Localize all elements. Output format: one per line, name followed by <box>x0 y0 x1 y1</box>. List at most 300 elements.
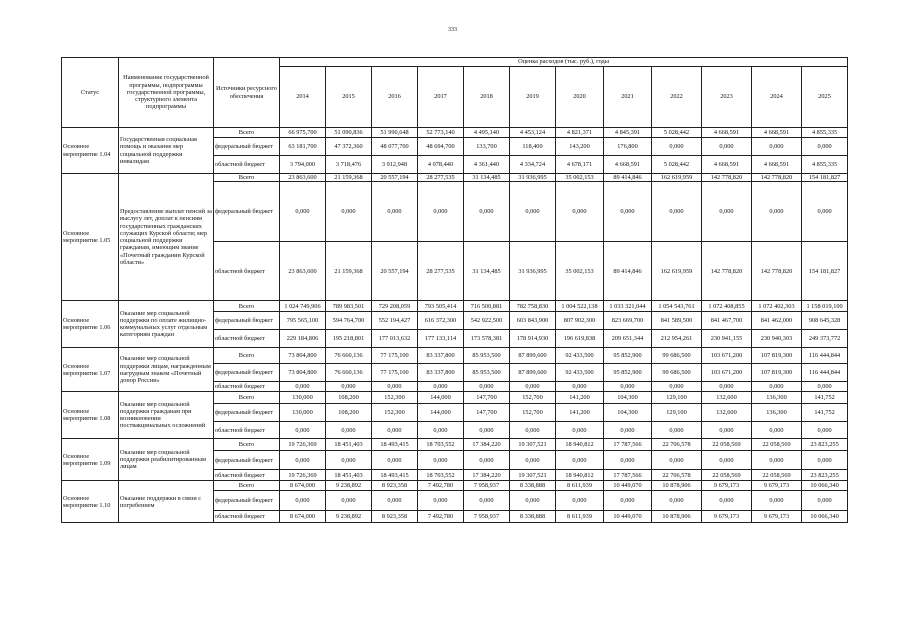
value-cell: 3 912,948 <box>372 156 418 174</box>
value-cell: 28 277,535 <box>418 242 464 301</box>
value-cell: 7 958,937 <box>464 511 510 523</box>
value-cell: 841 467,700 <box>702 312 752 330</box>
value-cell: 177 013,632 <box>372 330 418 348</box>
value-cell: 9 679,173 <box>702 511 752 523</box>
value-cell: 8 923,358 <box>372 481 418 491</box>
header-year: 2020 <box>556 67 604 128</box>
value-cell: 92 433,500 <box>556 348 604 364</box>
value-cell: 0,000 <box>702 382 752 392</box>
value-cell: 92 433,500 <box>556 364 604 382</box>
value-cell: 0,000 <box>372 451 418 470</box>
row-name: Оказание мер социальной поддержки реабилитированным лицам <box>119 439 214 481</box>
value-cell: 142 778,820 <box>752 242 802 301</box>
value-cell: 789 983,501 <box>326 301 372 312</box>
value-cell: 0,000 <box>604 451 652 470</box>
value-cell: 0,000 <box>556 451 604 470</box>
value-cell: 87 899,600 <box>510 348 556 364</box>
value-cell: 31 936,995 <box>510 242 556 301</box>
value-cell: 103 671,200 <box>702 348 752 364</box>
value-cell: 4 495,140 <box>464 128 510 138</box>
header-year: 2017 <box>418 67 464 128</box>
row-source: областной бюджет <box>214 242 280 301</box>
row-status: Основное мероприятие 1.05 <box>62 174 119 301</box>
value-cell: 48 077,700 <box>372 138 418 156</box>
value-cell: 0,000 <box>702 451 752 470</box>
value-cell: 729 208,059 <box>372 301 418 312</box>
value-cell: 152,300 <box>372 392 418 404</box>
value-cell: 47 372,360 <box>326 138 372 156</box>
value-cell: 136,300 <box>752 392 802 404</box>
value-cell: 20 557,194 <box>372 174 418 182</box>
header-status: Статус <box>62 58 119 128</box>
value-cell: 18 451,403 <box>326 470 372 481</box>
value-cell: 0,000 <box>802 182 848 242</box>
value-cell: 0,000 <box>464 382 510 392</box>
value-cell: 10 878,906 <box>652 481 702 491</box>
value-cell: 0,000 <box>702 422 752 439</box>
value-cell: 10 449,070 <box>604 511 652 523</box>
row-name: Предоставление выплат пенсий за выслугу лет, доплат к пенсиям государственных гражданских служащих Курской области; мер социальной поддержки гражданам, имеющим звание «Почетный гражданин Курской области» <box>119 174 214 301</box>
value-cell: 0,000 <box>280 451 326 470</box>
row-source: Всего <box>214 439 280 451</box>
value-cell: 4 855,335 <box>802 128 848 138</box>
value-cell: 4 668,591 <box>702 128 752 138</box>
value-cell: 3 794,000 <box>280 156 326 174</box>
value-cell: 19 726,369 <box>280 470 326 481</box>
value-cell: 0,000 <box>372 422 418 439</box>
row-status: Основное мероприятие 1.08 <box>62 392 119 439</box>
value-cell: 4 845,391 <box>604 128 652 138</box>
value-cell: 795 565,100 <box>280 312 326 330</box>
value-cell: 7 492,780 <box>418 481 464 491</box>
value-cell: 9 679,173 <box>702 481 752 491</box>
value-cell: 0,000 <box>418 491 464 511</box>
table-row <box>62 128 848 138</box>
value-cell: 116 444,844 <box>802 364 848 382</box>
row-source: Всего <box>214 481 280 491</box>
value-cell: 9 679,173 <box>752 511 802 523</box>
value-cell: 552 194,427 <box>372 312 418 330</box>
value-cell: 0,000 <box>652 138 702 156</box>
header-year: 2022 <box>652 67 702 128</box>
value-cell: 0,000 <box>556 491 604 511</box>
value-cell: 195 218,801 <box>326 330 372 348</box>
row-name: Оказание мер социальной поддержки гражданам при возникновении поствакцинальных осложнений <box>119 392 214 439</box>
value-cell: 0,000 <box>556 422 604 439</box>
value-cell: 9 238,892 <box>326 481 372 491</box>
value-cell: 1 054 543,761 <box>652 301 702 312</box>
row-source: областной бюджет <box>214 470 280 481</box>
value-cell: 1 004 522,138 <box>556 301 604 312</box>
value-cell: 108,200 <box>326 404 372 422</box>
value-cell: 173 578,381 <box>464 330 510 348</box>
value-cell: 9 238,892 <box>326 511 372 523</box>
row-source: Всего <box>214 174 280 182</box>
value-cell: 23 863,600 <box>280 242 326 301</box>
value-cell: 8 674,000 <box>280 481 326 491</box>
value-cell: 18 940,812 <box>556 439 604 451</box>
value-cell: 196 619,838 <box>556 330 604 348</box>
value-cell: 18 451,403 <box>326 439 372 451</box>
value-cell: 0,000 <box>280 382 326 392</box>
value-cell: 4 361,440 <box>464 156 510 174</box>
value-cell: 142 778,820 <box>702 242 752 301</box>
value-cell: 0,000 <box>702 182 752 242</box>
value-cell: 48 694,700 <box>418 138 464 156</box>
value-cell: 31 134,485 <box>464 174 510 182</box>
value-cell: 89 414,846 <box>604 242 652 301</box>
value-cell: 0,000 <box>464 422 510 439</box>
header-year: 2019 <box>510 67 556 128</box>
value-cell: 22 058,569 <box>752 470 802 481</box>
value-cell: 132,600 <box>702 392 752 404</box>
value-cell: 0,000 <box>326 451 372 470</box>
value-cell: 141,752 <box>802 404 848 422</box>
value-cell: 249 373,772 <box>802 330 848 348</box>
value-cell: 0,000 <box>752 382 802 392</box>
value-cell: 4 334,724 <box>510 156 556 174</box>
table-row <box>62 481 848 491</box>
value-cell: 1 024 749,906 <box>280 301 326 312</box>
value-cell: 4 668,591 <box>702 156 752 174</box>
row-name: Оказание поддержки в связи с погребением <box>119 481 214 523</box>
value-cell: 141,200 <box>556 404 604 422</box>
row-source: областной бюджет <box>214 382 280 392</box>
value-cell: 19 726,369 <box>280 439 326 451</box>
value-cell: 18 493,415 <box>372 470 418 481</box>
row-source: федеральный бюджет <box>214 451 280 470</box>
value-cell: 108,200 <box>326 392 372 404</box>
value-cell: 178 914,930 <box>510 330 556 348</box>
value-cell: 4 821,371 <box>556 128 604 138</box>
value-cell: 0,000 <box>604 491 652 511</box>
value-cell: 0,000 <box>510 422 556 439</box>
value-cell: 594 764,700 <box>326 312 372 330</box>
header-year: 2025 <box>802 67 848 128</box>
value-cell: 147,700 <box>464 392 510 404</box>
header-year: 2015 <box>326 67 372 128</box>
value-cell: 8 338,888 <box>510 481 556 491</box>
value-cell: 10 066,340 <box>802 511 848 523</box>
row-status: Основное мероприятие 1.09 <box>62 439 119 481</box>
value-cell: 8 611,939 <box>556 481 604 491</box>
value-cell: 22 058,569 <box>702 470 752 481</box>
value-cell: 807 902,300 <box>556 312 604 330</box>
row-status: Основное мероприятие 1.10 <box>62 481 119 523</box>
value-cell: 4 078,440 <box>418 156 464 174</box>
value-cell: 4 668,591 <box>604 156 652 174</box>
value-cell: 0,000 <box>802 491 848 511</box>
row-source: Всего <box>214 348 280 364</box>
value-cell: 0,000 <box>326 382 372 392</box>
value-cell: 63 181,700 <box>280 138 326 156</box>
value-cell: 0,000 <box>510 182 556 242</box>
row-source: Всего <box>214 392 280 404</box>
value-cell: 0,000 <box>752 491 802 511</box>
value-cell: 0,000 <box>418 182 464 242</box>
header-year: 2018 <box>464 67 510 128</box>
value-cell: 130,000 <box>280 392 326 404</box>
row-status: Основное мероприятие 1.04 <box>62 128 119 174</box>
value-cell: 87 899,600 <box>510 364 556 382</box>
value-cell: 31 936,995 <box>510 174 556 182</box>
value-cell: 1 072 402,303 <box>752 301 802 312</box>
header-year: 2021 <box>604 67 652 128</box>
header-year: 2014 <box>280 67 326 128</box>
value-cell: 31 134,485 <box>464 242 510 301</box>
table-row <box>62 439 848 451</box>
expenditure-table <box>61 57 848 523</box>
value-cell: 616 372,300 <box>418 312 464 330</box>
value-cell: 17 384,220 <box>464 439 510 451</box>
header-year: 2016 <box>372 67 418 128</box>
value-cell: 144,000 <box>418 392 464 404</box>
value-cell: 77 175,100 <box>372 348 418 364</box>
value-cell: 22 706,578 <box>652 439 702 451</box>
value-cell: 10 878,906 <box>652 511 702 523</box>
value-cell: 782 758,830 <box>510 301 556 312</box>
value-cell: 83 337,800 <box>418 364 464 382</box>
value-cell: 0,000 <box>326 422 372 439</box>
value-cell: 23 863,600 <box>280 174 326 182</box>
row-name: Оказание мер социальной поддержки по оплате жилищно-коммунальных услуг отдельным категориям граждан <box>119 301 214 348</box>
value-cell: 133,700 <box>464 138 510 156</box>
table-row <box>62 392 848 404</box>
value-cell: 5 028,442 <box>652 128 702 138</box>
value-cell: 0,000 <box>464 451 510 470</box>
row-status: Основное мероприятие 1.06 <box>62 301 119 348</box>
value-cell: 229 184,806 <box>280 330 326 348</box>
row-source: федеральный бюджет <box>214 312 280 330</box>
value-cell: 104,300 <box>604 392 652 404</box>
value-cell: 0,000 <box>752 182 802 242</box>
value-cell: 4 678,171 <box>556 156 604 174</box>
value-cell: 0,000 <box>802 138 848 156</box>
value-cell: 3 718,476 <box>326 156 372 174</box>
header-year: 2023 <box>702 67 752 128</box>
value-cell: 7 958,937 <box>464 481 510 491</box>
value-cell: 5 028,442 <box>652 156 702 174</box>
value-cell: 7 492,780 <box>418 511 464 523</box>
value-cell: 542 922,500 <box>464 312 510 330</box>
value-cell: 152,700 <box>510 392 556 404</box>
value-cell: 4 668,591 <box>752 156 802 174</box>
value-cell: 35 002,153 <box>556 242 604 301</box>
value-cell: 0,000 <box>652 491 702 511</box>
header-estimate: Оценка расходов (тыс. руб.), годы <box>280 58 848 67</box>
value-cell: 0,000 <box>604 422 652 439</box>
value-cell: 603 843,900 <box>510 312 556 330</box>
value-cell: 162 619,959 <box>652 242 702 301</box>
value-cell: 141,200 <box>556 392 604 404</box>
value-cell: 212 954,261 <box>652 330 702 348</box>
value-cell: 107 819,300 <box>752 348 802 364</box>
value-cell: 18 493,415 <box>372 439 418 451</box>
header-name: Наименование государственной программы, подпрограммы государственной программы, структурного элемента подпрограммы <box>119 58 214 128</box>
row-name: Оказание мер социальной поддержки лицам, награжденным нагрудным знаком «Почетный донор России» <box>119 348 214 392</box>
table-row <box>62 348 848 364</box>
value-cell: 19 307,521 <box>510 470 556 481</box>
value-cell: 0,000 <box>652 182 702 242</box>
header-year: 2024 <box>752 67 802 128</box>
value-cell: 147,700 <box>464 404 510 422</box>
value-cell: 176,800 <box>604 138 652 156</box>
value-cell: 18 940,812 <box>556 470 604 481</box>
value-cell: 83 337,800 <box>418 348 464 364</box>
row-source: федеральный бюджет <box>214 491 280 511</box>
value-cell: 0,000 <box>802 382 848 392</box>
value-cell: 1 072 408,855 <box>702 301 752 312</box>
value-cell: 4 453,124 <box>510 128 556 138</box>
value-cell: 0,000 <box>280 182 326 242</box>
value-cell: 841 462,000 <box>752 312 802 330</box>
row-source: Всего <box>214 301 280 312</box>
row-source: федеральный бюджет <box>214 182 280 242</box>
value-cell: 130,000 <box>280 404 326 422</box>
value-cell: 21 159,368 <box>326 242 372 301</box>
value-cell: 22 058,569 <box>752 439 802 451</box>
value-cell: 107 819,300 <box>752 364 802 382</box>
value-cell: 154 181,827 <box>802 242 848 301</box>
value-cell: 129,100 <box>652 392 702 404</box>
value-cell: 0,000 <box>802 451 848 470</box>
row-source: областной бюджет <box>214 156 280 174</box>
row-source: областной бюджет <box>214 422 280 439</box>
value-cell: 95 852,900 <box>604 364 652 382</box>
value-cell: 0,000 <box>604 382 652 392</box>
value-cell: 118,400 <box>510 138 556 156</box>
value-cell: 0,000 <box>702 491 752 511</box>
value-cell: 85 953,500 <box>464 364 510 382</box>
value-cell: 4 668,591 <box>752 128 802 138</box>
value-cell: 89 414,846 <box>604 174 652 182</box>
value-cell: 17 787,566 <box>604 439 652 451</box>
value-cell: 144,000 <box>418 404 464 422</box>
value-cell: 793 505,414 <box>418 301 464 312</box>
value-cell: 0,000 <box>556 182 604 242</box>
value-cell: 136,300 <box>752 404 802 422</box>
value-cell: 73 804,800 <box>280 364 326 382</box>
value-cell: 104,300 <box>604 404 652 422</box>
row-status: Основное мероприятие 1.07 <box>62 348 119 392</box>
value-cell: 143,200 <box>556 138 604 156</box>
value-cell: 0,000 <box>752 138 802 156</box>
value-cell: 51 090,836 <box>326 128 372 138</box>
value-cell: 209 651,344 <box>604 330 652 348</box>
table-row <box>62 174 848 182</box>
value-cell: 0,000 <box>418 451 464 470</box>
value-cell: 23 823,255 <box>802 439 848 451</box>
value-cell: 10 449,070 <box>604 481 652 491</box>
value-cell: 0,000 <box>652 451 702 470</box>
value-cell: 908 645,328 <box>802 312 848 330</box>
value-cell: 35 002,153 <box>556 174 604 182</box>
value-cell: 0,000 <box>418 382 464 392</box>
value-cell: 73 804,800 <box>280 348 326 364</box>
value-cell: 0,000 <box>372 491 418 511</box>
value-cell: 0,000 <box>510 491 556 511</box>
value-cell: 0,000 <box>280 422 326 439</box>
value-cell: 230 940,303 <box>752 330 802 348</box>
value-cell: 141,752 <box>802 392 848 404</box>
value-cell: 18 703,552 <box>418 439 464 451</box>
page-number: 333 <box>448 27 457 33</box>
value-cell: 103 671,200 <box>702 364 752 382</box>
value-cell: 0,000 <box>752 422 802 439</box>
value-cell: 23 823,255 <box>802 470 848 481</box>
value-cell: 8 674,000 <box>280 511 326 523</box>
value-cell: 1 033 321,044 <box>604 301 652 312</box>
table-row <box>62 301 848 312</box>
value-cell: 95 852,900 <box>604 348 652 364</box>
value-cell: 142 778,820 <box>702 174 752 182</box>
row-source: федеральный бюджет <box>214 404 280 422</box>
value-cell: 230 941,155 <box>702 330 752 348</box>
value-cell: 1 158 019,100 <box>802 301 848 312</box>
value-cell: 21 159,368 <box>326 174 372 182</box>
value-cell: 18 703,552 <box>418 470 464 481</box>
value-cell: 823 669,700 <box>604 312 652 330</box>
value-cell: 52 773,140 <box>418 128 464 138</box>
value-cell: 8 338,888 <box>510 511 556 523</box>
value-cell: 19 307,521 <box>510 439 556 451</box>
value-cell: 0,000 <box>326 182 372 242</box>
row-source: федеральный бюджет <box>214 138 280 156</box>
value-cell: 99 686,500 <box>652 364 702 382</box>
value-cell: 99 686,500 <box>652 348 702 364</box>
value-cell: 76 660,136 <box>326 348 372 364</box>
value-cell: 4 855,335 <box>802 156 848 174</box>
value-cell: 177 133,114 <box>418 330 464 348</box>
value-cell: 20 557,194 <box>372 242 418 301</box>
value-cell: 0,000 <box>464 182 510 242</box>
value-cell: 129,100 <box>652 404 702 422</box>
value-cell: 10 066,340 <box>802 481 848 491</box>
value-cell: 841 589,500 <box>652 312 702 330</box>
value-cell: 0,000 <box>510 382 556 392</box>
value-cell: 716 500,881 <box>464 301 510 312</box>
value-cell: 0,000 <box>652 382 702 392</box>
value-cell: 116 444,844 <box>802 348 848 364</box>
value-cell: 0,000 <box>372 182 418 242</box>
value-cell: 0,000 <box>464 491 510 511</box>
value-cell: 0,000 <box>372 382 418 392</box>
row-source: Всего <box>214 128 280 138</box>
value-cell: 9 679,173 <box>752 481 802 491</box>
row-name: Государственная социальная помощь и оказание мер социальной поддержки инвалидам <box>119 128 214 174</box>
value-cell: 76 660,136 <box>326 364 372 382</box>
row-source: федеральный бюджет <box>214 364 280 382</box>
value-cell: 0,000 <box>280 491 326 511</box>
value-cell: 77 175,100 <box>372 364 418 382</box>
value-cell: 142 778,820 <box>752 174 802 182</box>
value-cell: 0,000 <box>652 422 702 439</box>
value-cell: 0,000 <box>326 491 372 511</box>
value-cell: 17 384,220 <box>464 470 510 481</box>
value-cell: 22 058,569 <box>702 439 752 451</box>
value-cell: 8 611,939 <box>556 511 604 523</box>
value-cell: 0,000 <box>752 451 802 470</box>
value-cell: 22 706,578 <box>652 470 702 481</box>
value-cell: 152,700 <box>510 404 556 422</box>
value-cell: 0,000 <box>510 451 556 470</box>
value-cell: 85 953,500 <box>464 348 510 364</box>
value-cell: 51 990,648 <box>372 128 418 138</box>
value-cell: 17 787,566 <box>604 470 652 481</box>
value-cell: 162 619,959 <box>652 174 702 182</box>
value-cell: 154 181,827 <box>802 174 848 182</box>
value-cell: 152,300 <box>372 404 418 422</box>
